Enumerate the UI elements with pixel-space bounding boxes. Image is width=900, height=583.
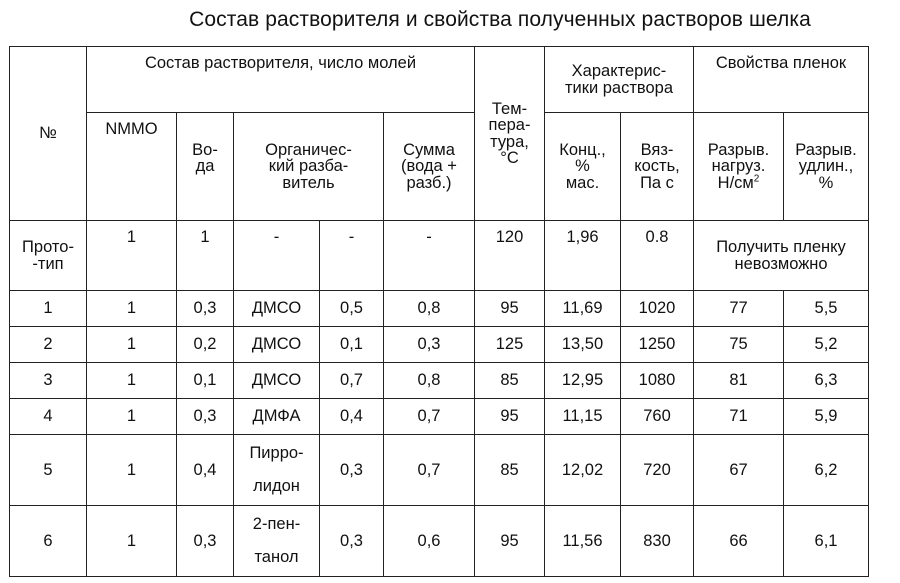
- cell-number: 3: [10, 363, 87, 399]
- table-row-prototype: [10, 221, 869, 291]
- cell-viscosity: 720: [621, 435, 694, 506]
- col-header-sum: [384, 113, 475, 221]
- cell-number: 5: [10, 435, 87, 506]
- cell-line: невозможно: [734, 254, 828, 273]
- col-header-water: [177, 113, 234, 221]
- cell-breaking-load: 71: [694, 399, 784, 435]
- cell-water: 0,2: [177, 327, 234, 363]
- header-line: да: [195, 157, 215, 176]
- cell-water: 0,4: [177, 435, 234, 506]
- subheader-row: [10, 113, 869, 221]
- table-row: [10, 506, 869, 577]
- cell-line: Прото-: [22, 238, 74, 256]
- table-row: [10, 327, 869, 363]
- cell-elongation: 5,2: [784, 327, 869, 363]
- table-row: [10, 399, 869, 435]
- cell-water: 0,1: [177, 363, 234, 399]
- cell-breaking-load: 67: [694, 435, 784, 506]
- header-line: [179, 175, 231, 192]
- cell-film-note: [694, 221, 869, 291]
- cell-nmmo: 1: [87, 435, 177, 506]
- header-line: тики раствора: [564, 78, 674, 97]
- cell-breaking-load: 81: [694, 363, 784, 399]
- cell-sum: 0,6: [384, 506, 475, 577]
- cell-number: 4: [10, 399, 87, 435]
- header-line: удлин.,: [798, 157, 854, 176]
- cell-nmmo: 1: [87, 506, 177, 577]
- cell-diluent: [234, 506, 320, 577]
- cell-temperature: 120: [475, 221, 545, 291]
- cell-temperature: 85: [475, 363, 545, 399]
- header-line: разб.): [406, 173, 452, 192]
- table-row: [10, 363, 869, 399]
- cell-concentration: 11,69: [545, 291, 621, 327]
- cell-sum: 0,8: [384, 363, 475, 399]
- cell-diluent: -: [234, 221, 320, 291]
- cell-elongation: 6,2: [784, 435, 869, 506]
- cell-water: 0,3: [177, 291, 234, 327]
- cell-water: 0,3: [177, 506, 234, 577]
- col-header-breaking-load: [694, 113, 784, 221]
- cell-number: 2: [10, 327, 87, 363]
- cell-breaking-load: 75: [694, 327, 784, 363]
- cell-concentration: 1,96: [545, 221, 621, 291]
- header-line: тура,: [490, 132, 529, 151]
- header-line: Разрыв.: [795, 140, 857, 159]
- cell-sum: 0,7: [384, 435, 475, 506]
- col-header-composition: Состав растворителя, число молей: [87, 47, 475, 113]
- cell-temperature: 95: [475, 399, 545, 435]
- header-line: Сумма: [403, 140, 455, 159]
- cell-number: 1: [10, 291, 87, 327]
- col-header-nmmo: NMMO: [87, 113, 177, 221]
- cell-diluent: ДМСО: [234, 327, 320, 363]
- solvent-properties-table: [9, 46, 869, 577]
- cell-number: 6: [10, 506, 87, 577]
- header-line: витель: [282, 173, 335, 192]
- header-line: Органичес-: [265, 140, 352, 159]
- cell-sum: 0,7: [384, 399, 475, 435]
- cell-diluent-moles: 0,3: [320, 506, 384, 577]
- cell-line: Пирро-: [249, 444, 304, 462]
- cell-temperature: 95: [475, 506, 545, 577]
- header-line: Вяз-: [640, 140, 674, 159]
- cell-viscosity: 1080: [621, 363, 694, 399]
- cell-elongation: 5,9: [784, 399, 869, 435]
- cell-viscosity: 0.8: [621, 221, 694, 291]
- cell-breaking-load: 66: [694, 506, 784, 577]
- cell-temperature: 85: [475, 435, 545, 506]
- cell-sum: -: [384, 221, 475, 291]
- header-line: кость,: [634, 157, 680, 176]
- cell-concentration: 12,95: [545, 363, 621, 399]
- cell-line: лидон: [253, 477, 300, 495]
- header-line: Разрыв.: [707, 140, 770, 159]
- col-header-concentration: [545, 113, 621, 221]
- cell-diluent-moles: 0,4: [320, 399, 384, 435]
- col-header-temperature: [475, 47, 545, 221]
- cell-elongation: 6,1: [784, 506, 869, 577]
- cell-water: 0,3: [177, 399, 234, 435]
- header-line: нагруз.: [711, 157, 766, 176]
- cell-concentration: 13,50: [545, 327, 621, 363]
- cell-nmmo: 1: [87, 221, 177, 291]
- cell-sum: 0,8: [384, 291, 475, 327]
- unit-text: Н/см: [717, 173, 754, 192]
- document-title: Состав растворителя и свойства полученных растворов шелка: [189, 8, 811, 31]
- table-row: [10, 291, 869, 327]
- header-line: %: [575, 157, 590, 176]
- header-line: Па с: [640, 173, 674, 192]
- cell-diluent: ДМФА: [234, 399, 320, 435]
- header-row: [10, 47, 869, 113]
- header-line: Во-: [192, 140, 218, 159]
- cell-nmmo: 1: [87, 291, 177, 327]
- cell-line: -тип: [32, 254, 64, 273]
- cell-diluent: ДМСО: [234, 363, 320, 399]
- header-line: (вода +: [401, 157, 457, 176]
- col-header-film-properties: Свойства пленок: [694, 47, 869, 113]
- header-line: Конц.,: [559, 140, 606, 159]
- cell-concentration: 11,56: [545, 506, 621, 577]
- cell-water: 1: [177, 221, 234, 291]
- header-line: Характерис-: [571, 62, 667, 80]
- col-header-number: №: [10, 47, 87, 221]
- col-header-organic-diluent: [234, 113, 384, 221]
- cell-diluent-moles: 0,1: [320, 327, 384, 363]
- cell-viscosity: 1250: [621, 327, 694, 363]
- cell-viscosity: 830: [621, 506, 694, 577]
- cell-nmmo: 1: [87, 327, 177, 363]
- col-header-solution-characteristics: [545, 47, 694, 113]
- cell-line: 2-пен-: [252, 515, 301, 533]
- cell-nmmo: 1: [87, 363, 177, 399]
- unit-superscript: 2: [753, 173, 760, 185]
- cell-sum: 0,3: [384, 327, 475, 363]
- cell-breaking-load: 77: [694, 291, 784, 327]
- cell-concentration: 12,02: [545, 435, 621, 506]
- cell-viscosity: 1020: [621, 291, 694, 327]
- header-line: Тем-: [491, 99, 528, 118]
- header-line: кий разба-: [268, 157, 349, 176]
- cell-elongation: 5,5: [784, 291, 869, 327]
- cell-line: танол: [254, 548, 299, 566]
- cell-viscosity: 760: [621, 399, 694, 435]
- cell-diluent-moles: 0,3: [320, 435, 384, 506]
- header-line: °С: [500, 149, 519, 167]
- cell-temperature: 95: [475, 291, 545, 327]
- col-header-viscosity: [621, 113, 694, 221]
- col-header-elongation: [784, 113, 869, 221]
- cell-diluent-moles: -: [320, 221, 384, 291]
- header-line: [696, 175, 781, 192]
- cell-temperature: 125: [475, 327, 545, 363]
- cell-line: Получить пленку: [716, 238, 846, 256]
- cell-diluent-moles: 0,5: [320, 291, 384, 327]
- header-line: мас.: [565, 173, 600, 192]
- cell-diluent: [234, 435, 320, 506]
- cell-concentration: 11,15: [545, 399, 621, 435]
- cell-number: [10, 221, 87, 291]
- cell-nmmo: 1: [87, 399, 177, 435]
- header-line: %: [818, 173, 834, 192]
- cell-diluent-moles: 0,7: [320, 363, 384, 399]
- cell-diluent: ДМСО: [234, 291, 320, 327]
- header-line: пера-: [488, 116, 531, 134]
- cell-elongation: 6,3: [784, 363, 869, 399]
- table-row: [10, 435, 869, 506]
